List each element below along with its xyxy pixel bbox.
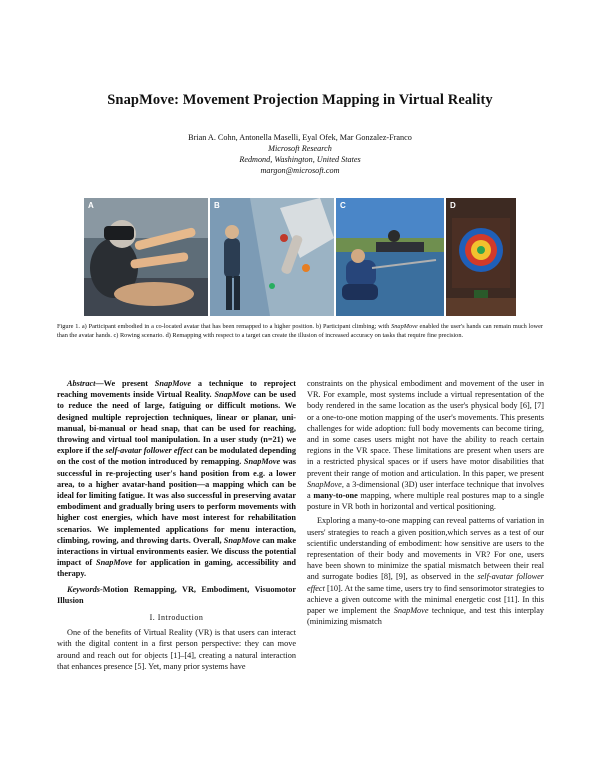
author-email: margon@microsoft.com xyxy=(260,166,340,175)
figure-panel-d xyxy=(446,198,516,316)
body-text: technique, and test this interplay (minimizing mismatch xyxy=(307,606,544,627)
abstract-snapmove: SnapMove xyxy=(243,457,281,467)
abstract-text: can be used to reduce the need of large, fatiguing or difficult motions. We designed multiple reprojection techniques, linear or planar, uni-manual, bi-manual or head snap, that can be used for reaching, throwing and virtual tool manipulation. In a user study (n=21) we explore if the xyxy=(57,390,296,456)
author-block xyxy=(0,132,600,176)
body-snapmove: SnapMove xyxy=(393,606,429,616)
abstract-follower-effect: self-avatar follower effect xyxy=(105,446,193,456)
body-text: , a 3-dimensional (3D) user interface technique that involves a xyxy=(307,479,544,501)
dart-target-photo xyxy=(446,198,516,316)
intro-paragraph: One of the benefits of Virtual Reality (VR) is that users can interact with the digital content in a first person perspective: they can move around and reach out for objects [1]–[4], creating a natural interaction that enhances presence [5]. Yet, many prior systems have xyxy=(57,628,296,671)
rowing-scene-photo xyxy=(336,198,444,316)
author-affiliation: Microsoft Research xyxy=(268,144,332,153)
abstract-text: was successful in re-projecting user's hand position from e.g. a lower area, to a higher avatar-hand position—a mapping which can be ideal for limiting fatigue. It was also successful in preserving avatar embodiment and gradually bring users to perform movements with higher cost energies, which have most interest for rehabilitation scenarios. We implemented applications for menu interaction, climbing, rowing, and throwing darts. Overall, xyxy=(57,457,296,545)
abstract-lead: Abstract xyxy=(67,379,96,388)
panel-letter-a: A xyxy=(88,201,94,210)
body-snapmove: SnapMove xyxy=(307,479,342,489)
abstract xyxy=(57,378,296,580)
abstract-snapmove: SnapMove xyxy=(95,558,133,568)
caption-snapmove: SnapMove xyxy=(391,323,418,330)
author-names: Brian A. Cohn, Antonella Maselli, Eyal Ofek, Mar Gonzalez-Franco xyxy=(188,133,412,142)
abstract-text: for application in gaming, accessibility and therapy. xyxy=(57,558,296,579)
keywords-lead: Keywords xyxy=(67,584,100,594)
right-paragraph-1 xyxy=(307,378,544,512)
section-heading-introduction: I. Introduction xyxy=(149,613,204,623)
body-text: [10]. At the same time, users try to find sensorimotor strategies to achieve a given outcome with the minimal energetic cost [11]. In this paper we implement the xyxy=(307,583,544,616)
figure-panel-b xyxy=(210,198,334,316)
abstract-text: can be modulated depending on the cost of the motion introduced by remapping. xyxy=(57,446,296,467)
avatar-reach-photo xyxy=(84,198,208,316)
abstract-snapmove: SnapMove xyxy=(154,379,192,388)
body-many-to-one: many-to-one xyxy=(313,491,358,501)
paper-title: SnapMove: Movement Projection Mapping in Virtual Reality xyxy=(107,92,493,108)
panel-letter-c: C xyxy=(340,201,346,210)
body-follower-effect: self-avatar follower effect xyxy=(307,572,544,593)
teaser-figure xyxy=(84,198,516,316)
keywords xyxy=(57,584,296,606)
abstract-snapmove: SnapMove xyxy=(214,390,251,400)
figure-panel-c xyxy=(336,198,444,316)
author-location: Redmond, Washington, United States xyxy=(239,155,361,164)
climbing-wall-photo xyxy=(210,198,334,316)
panel-letter-b: B xyxy=(214,201,220,210)
abstract-snapmove: SnapMove xyxy=(223,535,261,545)
caption-part2: enabled the user's hands can remain much lower than the avatar hands. c) Rowing scenario. d) Remapping with respect to a target can create the illusion of increased accuracy on tasks that require fine precision. xyxy=(57,323,544,339)
panel-letter-d: D xyxy=(450,201,456,210)
body-text: Exploring a many-to-one mapping can reveal patterns of variation in users' strategies to reach a given position,which serves as a test of our scientific understanding of embodiment: how sensitive are users to the representation of their body and movements in VR? For one, users have been shown to minimize the spatial mismatch between their real and surrogate bodies [8], [9], as observed in the xyxy=(307,516,544,582)
right-paragraph-2 xyxy=(307,515,544,627)
right-column xyxy=(307,378,544,627)
figure-panel-a xyxy=(84,198,208,316)
abstract-text: can make interactions in virtual environments easier. We discuss the potential impact of xyxy=(57,535,296,568)
abstract-text: a technique to reproject reaching movements inside Virtual Reality. xyxy=(57,379,296,400)
keywords-text: -Motion Remapping, VR, Embodiment, Visuomotor Illusion xyxy=(57,584,296,605)
caption-part1: Figure 1. a) Participant embodied in a co-located avatar that has been remapped to a higher position. b) Participant climbing; with xyxy=(57,323,390,330)
body-text: mapping, where multiple real postures map to a single posture in VR both in horizontal and vertical positioning. xyxy=(307,491,544,512)
left-column xyxy=(57,378,296,672)
body-text: constraints on the physical embodiment and movement of the user in VR. For example, most systems include a virtual representation of the body rendered in the same location as the user's physical body [6], [7] or a one-to-one motion mapping of the user's movements. This presents challenges for wide adoption: full body movements can become tiring, and in some cases users might not have the ability to reach certain regions in the VR space. These limitations are present when users are in a restricted physical spaces or if users have motor disabilities that prevent their range of motion and articulation. In this paper, we present xyxy=(307,379,544,478)
figure-caption xyxy=(57,323,543,340)
abstract-text: —We present xyxy=(95,379,155,388)
